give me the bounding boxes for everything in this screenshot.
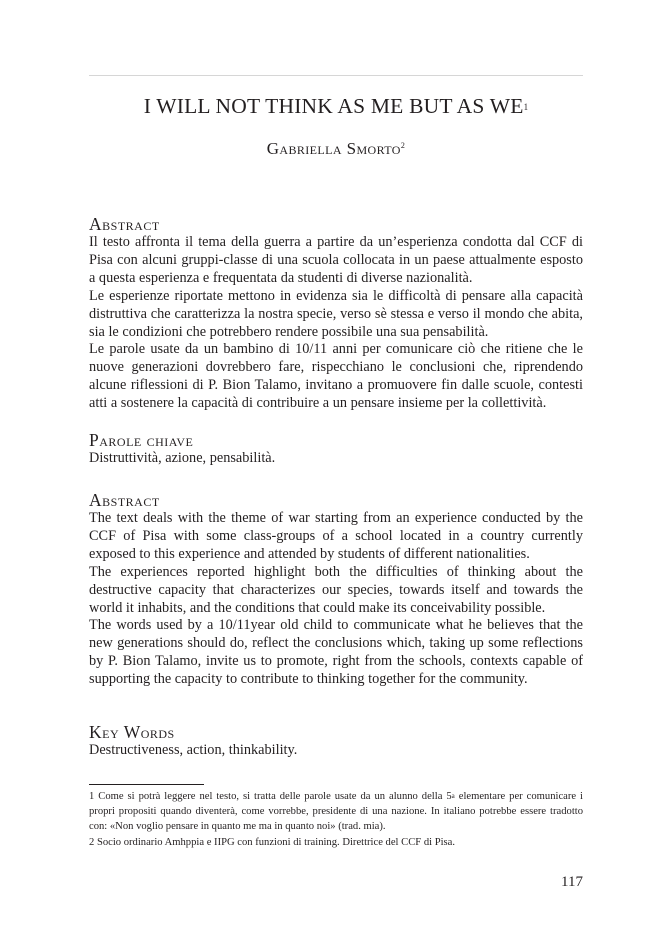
abstract-en-paragraph-1: The text deals with the theme of war starting from an experience conducted by the CCF of Pisa with some class-groups of a school located in a country currently exposed to this experience and attended by students of different nationalities. [89, 510, 583, 562]
keywords-it-heading: Parole chiave [89, 430, 194, 450]
footnote-2: 2 Socio ordinario Amhppia e IIPG con funzioni di training. Direttrice del CCF di Pisa. [89, 836, 456, 848]
abstract-en-paragraph-2: The experiences reported highlight both the difficulties of thinking about the destructive capacity that characterizes our species, towards itself and towards the world it inhabits, and the conditions that could make its conceivability possible. [89, 563, 583, 616]
abstract-it-paragraph-2: Le esperienze riportate mettono in evidenza sia le difficoltà di pensare alla capacità distruttiva che caratterizza la nostra specie, verso sè stessa e verso il mondo che abita, sia le condizioni che potrebbero rendere possibile una sua pensabilità. [89, 287, 583, 340]
footnote-1-suffix: elementare per comunicare i propri propositi quando diventerà, come vorrebbe, presidente di una nazione. In italiano potrebbe essere tradotto con: «Non voglio pensare in quanto me ma in quanto noi» (trad. mia). [89, 791, 583, 833]
author-text: Gabriella Smorto [266, 139, 401, 158]
footnotes [89, 789, 583, 850]
abstract-it-section [89, 215, 583, 413]
abstract-it-paragraph-3: Le parole usate da un bambino di 10/11 anni per comunicare ciò che ritiene che le nuove generazioni dovrebbero fare, rispecchiano le conclusioni che, riprendendo alcune riflessioni di P. Bion Talamo, invitano a promuovere fin dalle scuole, contesti atti a sostenere la capacità di contribuire a un pensare insieme per la collettività. [89, 341, 583, 412]
top-rule [89, 75, 583, 76]
abstract-en-paragraph-3: The words used by a 10/11year old child to communicate what he believes that the new generations should do, reflect the conclusions which, taking up some reflections by P. Bion Talamo, invite us to promote, right from the schools, contexts capable of supporting the capacity to contribute to thinking together for the community. [89, 617, 583, 688]
keywords-en-text: Destructiveness, action, thinkability. [89, 742, 298, 758]
footnote-1-superscript: a [451, 792, 455, 800]
footnote-1-prefix: 1 Come si potrà leggere nel testo, si tratta delle parole usate da un alunno della 5 [89, 791, 452, 802]
keywords-it-text: Distruttività, azione, pensabilità. [89, 450, 276, 466]
abstract-en-heading: Abstract [89, 490, 160, 510]
keywords-en-section [89, 723, 583, 760]
abstract-en-section [89, 491, 583, 689]
title-text: I WILL NOT THINK AS ME BUT AS WE [143, 94, 524, 118]
footnote-rule [89, 784, 204, 785]
title-footnote-mark[interactable]: 1 [523, 102, 529, 112]
keywords-en-heading: Key Words [89, 722, 175, 742]
page-number: 117 [561, 874, 583, 890]
author-name [89, 139, 583, 159]
abstract-it-heading: Abstract [89, 214, 160, 234]
footnote-1 [89, 789, 583, 835]
keywords-it-section [89, 431, 583, 468]
abstract-it-paragraph-1: Il testo affronta il tema della guerra a partire da un’esperienza condotta dal CCF di Pisa con alcuni gruppi-classe di una scuola collocata in un paese attualmente esposto a questa esperienza e frequentata da studenti di diverse nazionalità. [89, 234, 583, 286]
article-title [89, 92, 583, 120]
author-footnote-mark[interactable]: 2 [400, 141, 406, 150]
